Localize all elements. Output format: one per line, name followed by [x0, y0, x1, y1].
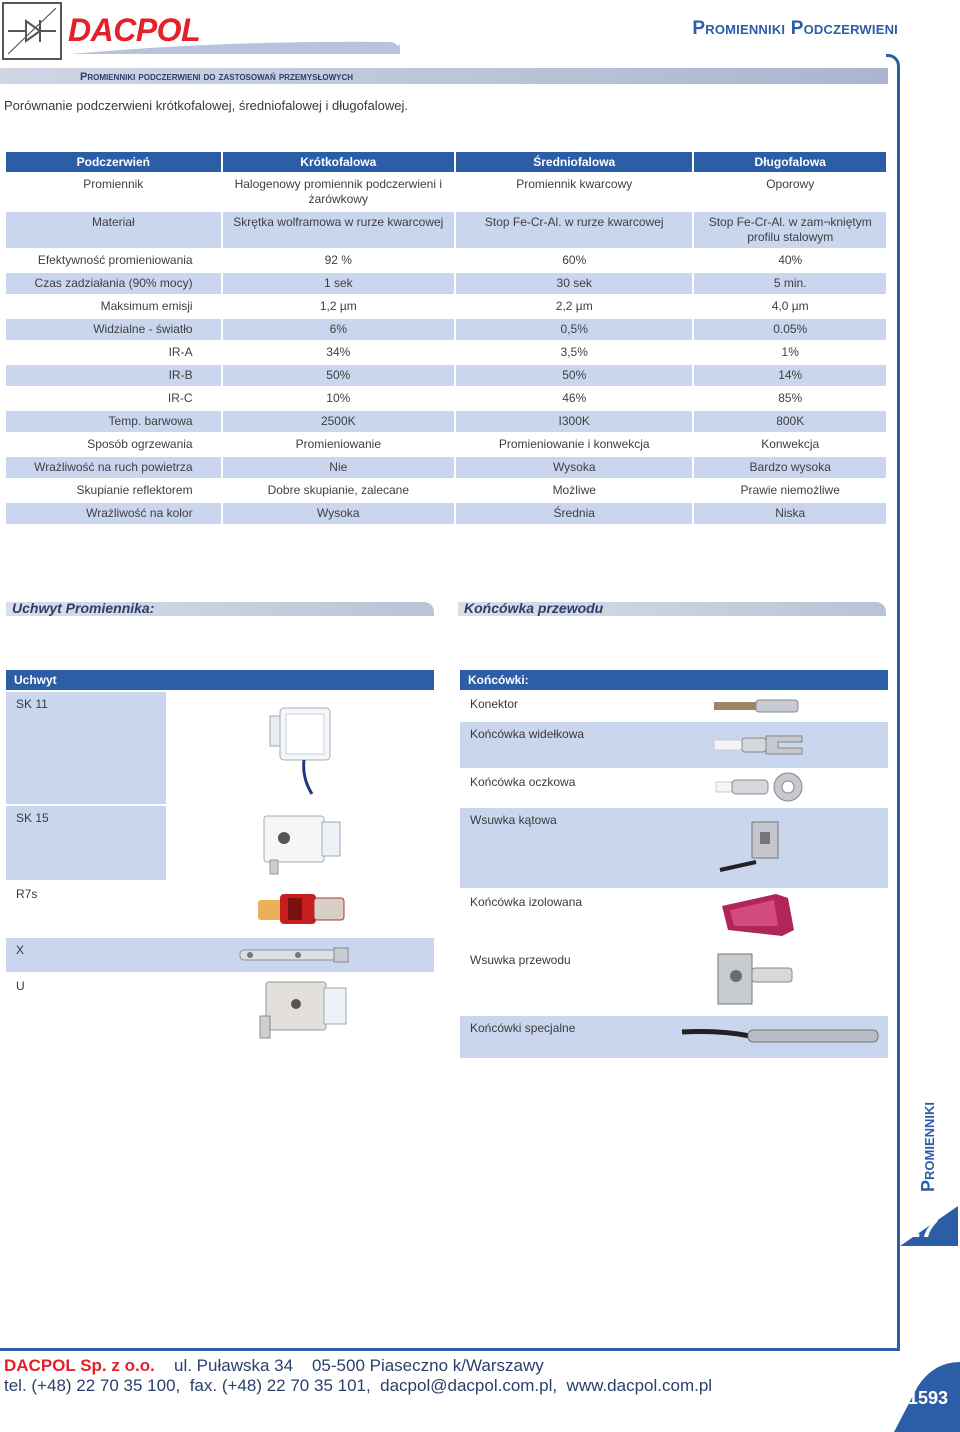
terminal-row-fork [460, 722, 888, 768]
table-cell: Konwekcja [694, 434, 886, 455]
table-row [6, 365, 886, 386]
column-header: Krótkofalowa [223, 152, 454, 172]
holder-label: SK 15 [16, 811, 49, 825]
table-cell: 1% [694, 342, 886, 363]
terminal-label: Konektor [470, 697, 519, 711]
table-cell: 50% [456, 365, 692, 386]
x-holder-image [238, 944, 350, 966]
table-cell: Dobre skupianie, zalecane [223, 480, 454, 501]
angle-tab-image [716, 818, 786, 882]
holder-image-cell [166, 692, 434, 804]
table-cell: 800K [694, 411, 886, 432]
column-header: Długofalowa [694, 152, 886, 172]
table-cell: Wrażliwość na ruch powietrza [6, 457, 221, 478]
terminal-row-insulated [460, 890, 888, 946]
table-cell: 3,5% [456, 342, 692, 363]
table-row [6, 296, 886, 317]
insulated-terminal-image [716, 886, 810, 946]
table-cell: Stop Fe-Cr-Al. w rurze kwarcowej [456, 212, 692, 248]
table-cell: Promiennik [6, 174, 221, 210]
chapter-number: 27 [906, 1212, 938, 1243]
table-row [6, 457, 886, 478]
table-cell: 1,2 µm [223, 296, 454, 317]
column-header: Średniofalowa [456, 152, 692, 172]
table-cell: IR-C [6, 388, 221, 409]
side-vertical-label: Promienniki [918, 1101, 938, 1192]
table-cell: Bardzo wysoka [694, 457, 886, 478]
terminal-section-heading [458, 602, 886, 616]
table-row [6, 250, 886, 271]
holder-row-r7s [6, 882, 434, 936]
terminal-row-receptacle [460, 948, 888, 1014]
table-row [6, 319, 886, 340]
table-row [6, 411, 886, 432]
intro-text: Porównanie podczerwieni krótkofalowej, średniofalowej i długofalowej. [4, 98, 408, 113]
table-cell: Czas zadziałania (90% mocy) [6, 273, 221, 294]
holder-image-cell [166, 806, 434, 880]
table-cell: Maksimum emisji [6, 296, 221, 317]
table-cell: 60% [456, 250, 692, 271]
footer-address: ul. Puławska 34 05-500 Piaseczno k/Warszawy [174, 1356, 544, 1375]
table-row [6, 388, 886, 409]
footer-contact: tel. (+48) 22 70 35 100, fax. (+48) 22 70 35 101, dacpol@dacpol.com.pl, www.dacpol.com.pl [4, 1376, 713, 1395]
footer-divider [0, 1348, 900, 1351]
table-row [6, 174, 886, 210]
table-cell: IR-A [6, 342, 221, 363]
table-cell: 85% [694, 388, 886, 409]
table-cell: Wysoka [456, 457, 692, 478]
column-header: Podczerwień [6, 152, 221, 172]
table-cell: Widzialne - światło [6, 319, 221, 340]
u-holder-image [256, 976, 352, 1042]
table-cell: 46% [456, 388, 692, 409]
table-cell: Skupianie reflektorem [6, 480, 221, 501]
table-cell: 2500K [223, 411, 454, 432]
chapter-tab [900, 1206, 958, 1246]
sk11-holder-image [256, 698, 356, 798]
ring-terminal-image [712, 768, 808, 806]
fork-terminal-image [712, 728, 808, 762]
table-cell: I300K [456, 411, 692, 432]
page-title: Promienniki Podczerwieni [692, 18, 898, 39]
header-swoosh [70, 34, 400, 54]
table-cell: Wrażliwość na kolor [6, 503, 221, 524]
sk15-holder-image [256, 810, 356, 876]
table-cell: Skrętka wolframowa w rurze kwarcowej [223, 212, 454, 248]
table-cell: Promiennik kwarcowy [456, 174, 692, 210]
table-cell: 34% [223, 342, 454, 363]
terminal-row-ring [460, 770, 888, 806]
table-cell: Wysoka [223, 503, 454, 524]
table-cell: Średnia [456, 503, 692, 524]
table-cell: Promieniowanie i konwekcja [456, 434, 692, 455]
table-cell: Niska [694, 503, 886, 524]
table-cell: Stop Fe-Cr-Al. w zam¬kniętym profilu stalowym [694, 212, 886, 248]
table-cell: Nie [223, 457, 454, 478]
table-cell: 4,0 µm [694, 296, 886, 317]
comparison-table [4, 150, 888, 526]
table-row [6, 480, 886, 501]
special-terminal-image [680, 1022, 886, 1052]
table-cell: 40% [694, 250, 886, 271]
terminal-section-title: Końcówka przewodu [464, 600, 604, 616]
receptacle-image [712, 950, 796, 1008]
terminal-label: Końcówka izolowana [470, 895, 583, 909]
holder-label: U [16, 979, 25, 993]
terminal-label: Końcówki specjalne [470, 1021, 576, 1035]
table-cell: Temp. barwowa [6, 411, 221, 432]
table-header-row [6, 152, 886, 172]
r7s-holder-image [256, 886, 348, 932]
terminal-row-angle [460, 808, 888, 888]
logo-emblem [2, 2, 62, 60]
table-cell: 2,2 µm [456, 296, 692, 317]
page-frame [886, 54, 900, 1350]
section-subtitle: Promienniki podczerwieni do zastosowań przemysłowych [80, 71, 354, 83]
connector-image [712, 696, 802, 716]
table-cell: 92 % [223, 250, 454, 271]
holder-label: SK 11 [16, 697, 48, 711]
table-cell: Halogenowy promiennik podczerwieni i żarówkowy [223, 174, 454, 210]
terminal-label: Końcówka widełkowa [470, 727, 585, 741]
table-cell: Możliwe [456, 480, 692, 501]
table-cell: IR-B [6, 365, 221, 386]
terminal-panel-header: Końcówki: [460, 670, 888, 690]
table-row [6, 212, 886, 248]
page-number: 1593 [908, 1388, 949, 1408]
holder-label: X [16, 943, 25, 957]
table-row [6, 273, 886, 294]
table-cell: 14% [694, 365, 886, 386]
table-cell: 0,5% [456, 319, 692, 340]
terminal-label: Wsuwka przewodu [470, 953, 571, 967]
table-cell: 30 sek [456, 273, 692, 294]
table-cell: Oporowy [694, 174, 886, 210]
table-row [6, 342, 886, 363]
holder-row-x [6, 938, 434, 972]
holder-row-u [6, 974, 434, 1046]
diode-logo-icon [4, 4, 60, 58]
table-cell: Materiał [6, 212, 221, 248]
table-cell: 6% [223, 319, 454, 340]
holder-panel-header: Uchwyt [6, 670, 434, 690]
page-number-tab [894, 1362, 960, 1432]
table-cell: 50% [223, 365, 454, 386]
side-label [914, 1066, 954, 1196]
holder-label: R7s [16, 887, 38, 901]
holder-section-title: Uchwyt Promiennika: [12, 600, 155, 616]
table-cell: 10% [223, 388, 454, 409]
holder-section-heading [6, 602, 434, 616]
table-cell: 5 min. [694, 273, 886, 294]
table-cell: Prawie niemożliwe [694, 480, 886, 501]
terminal-row-konektor [460, 692, 888, 720]
table-cell: Sposób ogrzewania [6, 434, 221, 455]
table-cell: Efektywność promieniowania [6, 250, 221, 271]
table-cell: 0.05% [694, 319, 886, 340]
table-cell: Promieniowanie [223, 434, 454, 455]
footer-company: DACPOL Sp. z o.o. [4, 1356, 155, 1375]
company-logo: DACPOL [68, 12, 201, 48]
table-row [6, 503, 886, 524]
table-cell: 1 sek [223, 273, 454, 294]
terminal-label: Wsuwka kątowa [470, 813, 557, 827]
table-row [6, 434, 886, 455]
terminal-label: Końcówka oczkowa [470, 775, 576, 789]
